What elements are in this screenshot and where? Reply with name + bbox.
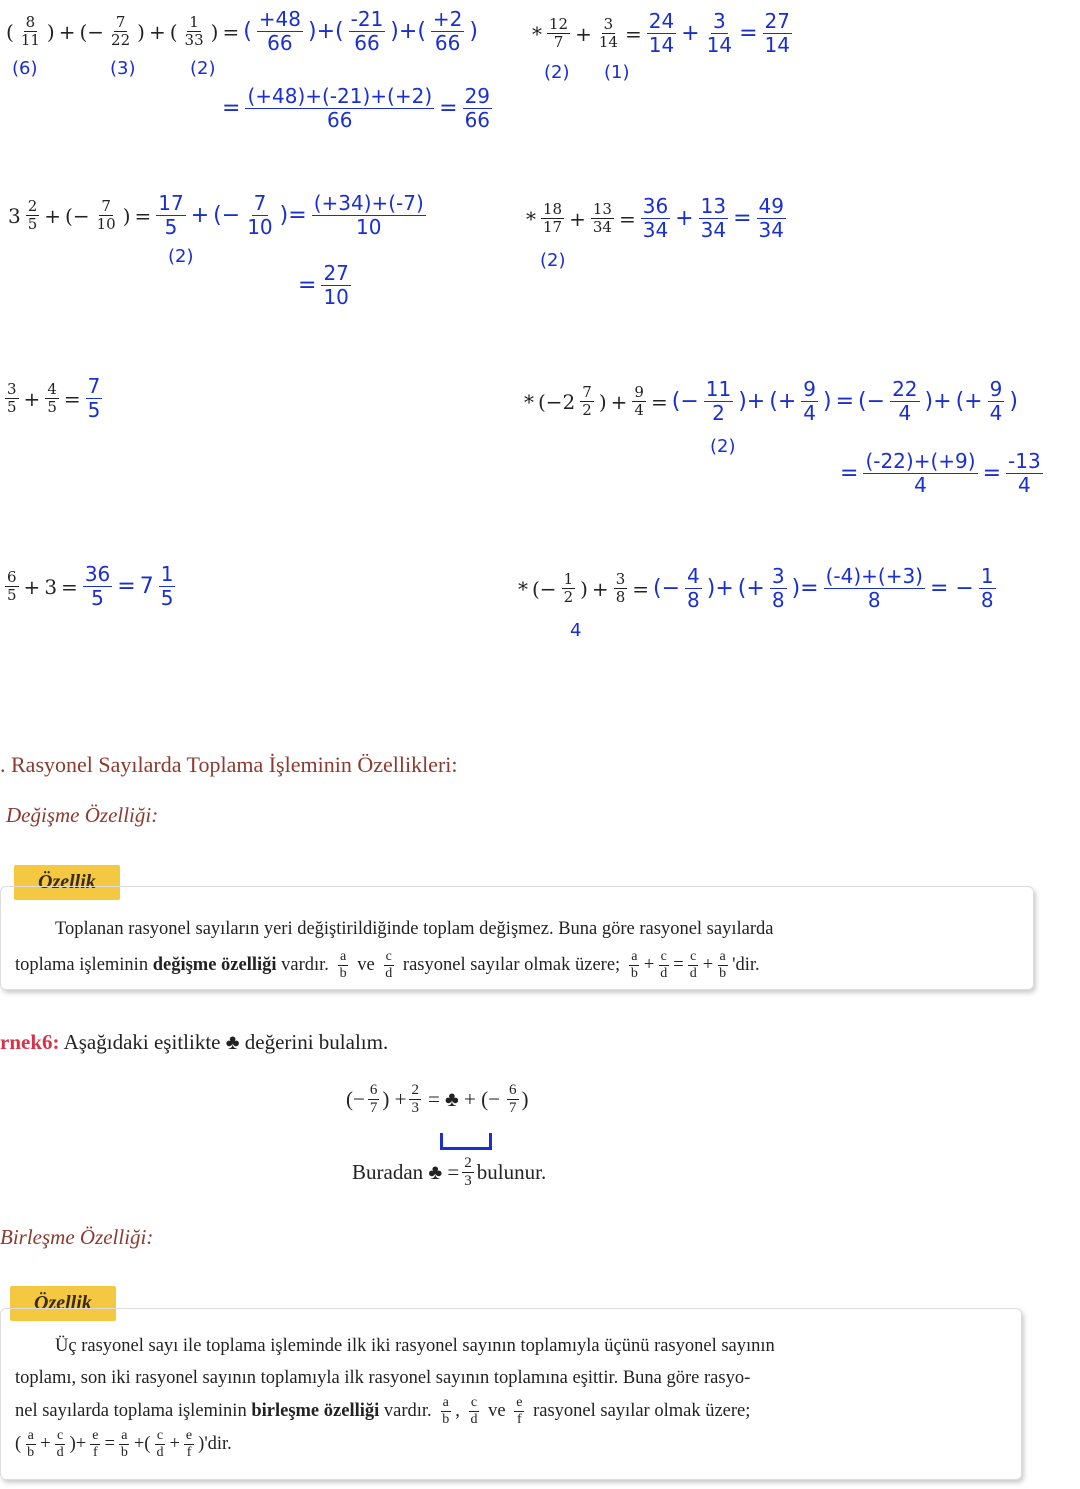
fraction (26, 198, 40, 234)
denominator: 33 (184, 31, 204, 49)
math-symbol: ) (137, 19, 145, 44)
handwritten-work (220, 85, 495, 132)
denominator: 10 (356, 215, 382, 239)
denominator: 5 (27, 215, 38, 233)
math-symbol: = (63, 386, 81, 411)
fraction: $\frac{a}{b}$ (339, 949, 347, 982)
numerator: 29 (464, 84, 491, 108)
fraction: $\frac{a}{b}$ (719, 949, 727, 982)
fraction (979, 565, 996, 612)
math-symbol: = (632, 576, 649, 601)
denominator: 4 (914, 473, 927, 497)
math-symbol: + (569, 206, 586, 231)
text: rasyonel sayılar olmak üzere; (398, 955, 625, 976)
equation-row-4-right (516, 565, 999, 612)
math-symbol: ( (6, 19, 14, 44)
denominator: 66 (267, 31, 293, 55)
numerator: 3 (603, 14, 614, 33)
handwritten-work (83, 375, 106, 422)
text: 'dir. (732, 955, 760, 976)
equation-row-4-left (2, 563, 178, 610)
fraction (685, 565, 702, 612)
numerator: 7 (87, 374, 101, 398)
fraction (641, 195, 670, 242)
math-symbol: (+ (737, 576, 765, 601)
fraction (1006, 450, 1043, 497)
math-symbol: = (134, 203, 152, 228)
numerator: 9 (634, 382, 644, 401)
numerator: 8 (25, 12, 36, 31)
equation-row-3-left (2, 375, 105, 422)
numerator: 11 (705, 377, 732, 401)
denominator: 14 (706, 33, 733, 57)
fraction (591, 201, 614, 237)
handwritten-work (80, 563, 179, 610)
numerator: -21 (350, 7, 384, 31)
factor-note: (2) (544, 62, 570, 83)
numerator: -13 (1008, 449, 1041, 473)
denominator: 5 (47, 398, 57, 416)
math-symbol: 3 (8, 203, 21, 228)
fraction (988, 378, 1005, 425)
denominator: 17 (543, 218, 563, 236)
numerator: 9 (803, 377, 817, 401)
denominator: 10 (247, 215, 273, 239)
math-symbol: (+ (955, 389, 983, 414)
fraction (5, 569, 19, 605)
fraction (159, 563, 176, 610)
denominator: 2 (712, 401, 725, 425)
denominator: 10 (96, 215, 116, 233)
text: ve (352, 955, 380, 976)
numerator: (-22)+(+9) (865, 449, 976, 473)
fraction: $\frac{6}{7}$ (369, 1082, 378, 1117)
math-symbol: + (58, 19, 76, 44)
numerator: 3 (615, 569, 626, 588)
section-heading: . Rasyonel Sayılarda Toplama İşleminin Özellikleri: (0, 752, 458, 777)
fraction (824, 565, 925, 612)
printed-expression (522, 384, 670, 420)
text: vardır. (276, 955, 334, 976)
math-symbol: )= (791, 576, 819, 601)
text: toplama işleminin (15, 955, 153, 976)
math-symbol: + (675, 206, 694, 231)
example-6 (0, 1030, 388, 1055)
fraction (245, 85, 434, 132)
numerator: 22 (892, 377, 918, 401)
math-symbol: = (618, 206, 636, 231)
fraction (757, 195, 786, 242)
denominator: 66 (464, 108, 491, 132)
denominator: 8 (771, 588, 785, 612)
underbrace-annotation (440, 1133, 492, 1150)
math-symbol: + (23, 574, 41, 599)
math-symbol: * (532, 21, 542, 46)
fraction (547, 16, 570, 52)
math-symbol: ) (122, 203, 131, 228)
numerator: 7 (582, 382, 592, 401)
math-symbol: (− (79, 19, 105, 44)
denominator: 2 (563, 588, 574, 606)
math-symbol: 7 (139, 574, 154, 599)
math-symbol: )= (279, 203, 307, 228)
factor-note: (2) (168, 246, 194, 267)
fraction (647, 10, 676, 57)
numerator: 49 (758, 194, 784, 218)
equation-row-3-right-result (838, 450, 1046, 497)
box-text: Üç rasyonel sayı ile toplama işleminde ilk iki rasyonel sayının toplamıyla üçünü rasyonel sayının (55, 1336, 775, 1356)
math-symbol: + (610, 389, 628, 414)
bold-term: değişme özelliği (152, 955, 277, 976)
factor-note: (3) (110, 58, 136, 79)
math-symbol: + (681, 21, 700, 46)
denominator: 4 (803, 401, 817, 425)
fraction (156, 192, 185, 239)
numerator: (+34)+(-7) (313, 191, 424, 215)
denominator: 5 (7, 586, 17, 604)
fraction: $\frac{2}{3}$ (464, 1155, 472, 1190)
numerator: 13 (700, 194, 727, 218)
factor-note: (1) (604, 62, 630, 83)
printed-expression (516, 571, 651, 607)
denominator: 5 (91, 586, 104, 610)
math-symbol: = (61, 574, 78, 599)
denominator: 7 (553, 33, 564, 51)
numerator: 3 (771, 564, 785, 588)
math-symbol: (−2 (538, 389, 576, 414)
math-symbol: = − (930, 576, 974, 601)
math-symbol: )+ (706, 576, 734, 601)
box-text-line2: toplama işleminin değişme özelliği vardır. $\frac{a}{b}$ ve $\frac{c}{d}$ rasyonel sayılar olmak üzere; $\frac{a}{b}$ + $\frac{c}{d}$ = $\frac{c}{d}$ + $\frac{a}{b}$ 'dir. (15, 949, 760, 982)
math-symbol: )+ (924, 389, 952, 414)
denominator: 4 (634, 401, 644, 419)
numerator: (+48)+(-21)+(+2) (247, 84, 433, 108)
denominator: 8 (980, 588, 994, 612)
numerator: 27 (764, 9, 790, 33)
handwritten-work (638, 195, 789, 242)
math-symbol: (+ (769, 389, 797, 414)
denominator: 4 (1017, 473, 1031, 497)
math-symbol: (− (532, 576, 557, 601)
fraction (86, 375, 103, 422)
numerator: 7 (101, 196, 111, 215)
equation-row-1-left (4, 8, 480, 55)
numerator: 1 (980, 564, 994, 588)
fraction (83, 563, 112, 610)
fraction (541, 201, 564, 237)
math-symbol: = (982, 461, 1001, 486)
property-box-associative (0, 1308, 1022, 1480)
example-result: Buradan ♣ = $\frac{2}{3}$ bulunur. (352, 1155, 547, 1190)
math-symbol: (− (653, 576, 681, 601)
fraction (704, 378, 733, 425)
fraction (597, 16, 620, 52)
numerator: 36 (84, 562, 111, 586)
fraction (109, 14, 132, 50)
math-symbol: = (222, 96, 241, 121)
fraction (5, 381, 19, 417)
equation-row-1-right (530, 10, 795, 57)
equation-row-2-left-result (296, 262, 354, 309)
math-symbol: ) (1009, 389, 1018, 414)
math-symbol: = (835, 389, 855, 414)
fraction (349, 8, 386, 55)
math-symbol: + (23, 386, 41, 411)
denominator: 11 (20, 31, 40, 49)
numerator: 1 (160, 562, 174, 586)
fraction (801, 378, 818, 425)
math-symbol: )+( (308, 19, 344, 44)
example-label: rnek6: (0, 1030, 60, 1054)
denominator: 14 (764, 33, 790, 57)
math-symbol: = (733, 206, 752, 231)
fraction (45, 381, 59, 417)
subheading-associative: Birleşme Özelliği: (0, 1225, 154, 1249)
denominator: 14 (648, 33, 675, 57)
box-text: toplamı, son iki rasyonel sayının toplamıyla ilk rasyonel sayının toplamına eşittir. Buna göre rasyo- (15, 1367, 751, 1388)
handwritten-work (241, 8, 480, 55)
fraction: $\frac{c}{d}$ (689, 949, 697, 982)
denominator: 5 (164, 215, 178, 239)
fraction (890, 378, 919, 425)
numerator: +2 (432, 7, 463, 31)
math-symbol: + (591, 576, 609, 601)
math-symbol: (− (671, 389, 699, 414)
denominator: 10 (323, 285, 349, 309)
fraction (245, 192, 274, 239)
fraction (95, 198, 118, 234)
math-symbol: + (190, 203, 210, 228)
fraction (770, 565, 787, 612)
denominator: 66 (354, 31, 380, 55)
factor-note: (2) (710, 436, 736, 457)
math-symbol: = (624, 21, 642, 46)
numerator: 9 (989, 377, 1003, 401)
math-symbol: (− (65, 203, 90, 228)
denominator: 34 (642, 218, 669, 242)
fraction (19, 14, 42, 50)
example-equation: (− $\frac{6}{7}$ ) + $\frac{2}{3}$ = ♣ + (− $\frac{6}{7}$ ) (346, 1082, 529, 1117)
fraction (463, 85, 492, 132)
math-symbol: + (575, 21, 592, 46)
math-symbol: = (739, 21, 758, 46)
factor-note: (6) (12, 58, 38, 79)
denominator: 4 (989, 401, 1003, 425)
handwritten-work (838, 450, 1046, 497)
printed-expression (524, 201, 638, 237)
numerator: 13 (592, 199, 612, 218)
math-symbol: ) (210, 19, 219, 44)
numerator: 18 (543, 199, 563, 218)
factor-note: (2) (540, 250, 566, 271)
math-symbol: ) (469, 19, 478, 44)
math-symbol: ) (598, 389, 607, 414)
denominator: 5 (160, 586, 174, 610)
math-symbol: * (524, 389, 534, 414)
fraction (863, 450, 977, 497)
handwritten-work (670, 378, 1020, 425)
fraction (431, 8, 464, 55)
handwritten-work (651, 565, 999, 612)
denominator: 22 (111, 31, 131, 49)
math-symbol: (− (213, 203, 241, 228)
fraction (580, 384, 594, 420)
denominator: 14 (598, 33, 618, 51)
handwritten-work (644, 10, 795, 57)
equation-row-1-left-result (220, 85, 495, 132)
denominator: 5 (87, 398, 101, 422)
numerator: 6 (7, 567, 17, 586)
math-symbol: )+ (738, 389, 766, 414)
fraction: $\frac{6}{7}$ (509, 1082, 517, 1117)
math-symbol: 3 (44, 574, 58, 599)
denominator: 8 (687, 588, 700, 612)
fraction (705, 10, 734, 57)
handwritten-work (153, 192, 429, 239)
printed-expression (530, 16, 644, 52)
fraction (632, 384, 646, 420)
equation-row-2-left (6, 192, 429, 239)
math-symbol: = (439, 96, 458, 121)
box-text: Toplanan rasyonel sayıların yeri değiştirildiğinde toplam değişmez. Buna göre rasyonel sayılarda (55, 919, 774, 939)
numerator: 17 (158, 191, 184, 215)
handwritten-work (296, 262, 354, 309)
math-symbol: ( (243, 19, 252, 44)
fraction: $\frac{a}{b}$ (630, 949, 638, 982)
fraction: $\frac{2}{3}$ (411, 1082, 419, 1117)
numerator: 4 (687, 564, 700, 588)
numerator: 24 (648, 9, 675, 33)
denominator: 66 (434, 31, 461, 55)
math-symbol: ( (169, 19, 178, 44)
fraction (312, 192, 426, 239)
property-tag: Özellik (10, 1286, 116, 1321)
fraction (257, 8, 303, 55)
numerator: 4 (47, 379, 57, 398)
denominator: 34 (758, 218, 784, 242)
printed-expression (2, 569, 80, 605)
denominator: 2 (582, 401, 592, 419)
equation-row-3-right (522, 378, 1020, 425)
subheading-commutative: Değişme Özelliği: (6, 803, 159, 827)
math-symbol: )+( (390, 19, 426, 44)
math-symbol: (− (858, 389, 886, 414)
math-symbol: = (298, 273, 317, 298)
math-symbol: = (840, 461, 859, 486)
denominator: 66 (327, 108, 353, 132)
numerator: 3 (7, 379, 17, 398)
fraction (183, 14, 206, 50)
math-symbol: * (526, 206, 536, 231)
denominator: 34 (700, 218, 727, 242)
denominator: 8 (615, 588, 626, 606)
math-symbol: * (518, 576, 528, 601)
denominator: 34 (592, 218, 612, 236)
numerator: 2 (27, 196, 38, 215)
property-tag: Özellik (14, 865, 120, 900)
printed-expression (4, 14, 241, 50)
fraction: $\frac{c}{d}$ (385, 949, 393, 982)
numerator: 7 (253, 191, 267, 215)
numerator: 7 (115, 12, 126, 31)
fraction (699, 195, 728, 242)
fraction (321, 262, 350, 309)
numerator: 36 (642, 194, 669, 218)
numerator: (-4)+(+3) (825, 564, 923, 588)
equation-row-2-right (524, 195, 789, 242)
denominator: 4 (898, 401, 912, 425)
numerator: 1 (563, 569, 574, 588)
math-symbol: ) (46, 19, 55, 44)
printed-expression (2, 381, 83, 417)
printed-expression (6, 198, 153, 234)
fraction (562, 571, 576, 607)
factor-note: (2) (190, 58, 216, 79)
numerator: 12 (549, 14, 569, 33)
factor-note: 4 (570, 620, 582, 641)
math-symbol: ) (823, 389, 832, 414)
math-symbol: = (222, 19, 240, 44)
math-symbol: ) (580, 576, 588, 601)
example-text: Aşağıdaki eşitlikte ♣ değerini bulalım. (59, 1030, 389, 1054)
math-symbol: = (650, 389, 668, 414)
numerator: +48 (258, 7, 302, 31)
math-symbol: = (117, 574, 136, 599)
math-symbol: + (148, 19, 166, 44)
math-symbol: + (44, 203, 62, 228)
fraction: $\frac{c}{d}$ (660, 949, 668, 982)
numerator: 1 (189, 12, 199, 31)
property-box-commutative (0, 886, 1034, 990)
denominator: 5 (7, 398, 17, 416)
bold-term: birleşme özelliği (251, 1400, 380, 1421)
box-text-line3: nel sayılarda toplama işleminin birleşme özelliği vardır. $\frac{a}{b}$ , $\frac{c}{d}$ ve $\frac{e}{f}$ rasyonel sayılar olmak üzere; (15, 1394, 751, 1427)
numerator: 3 (712, 9, 726, 33)
denominator: 8 (867, 588, 881, 612)
fraction (614, 571, 628, 607)
numerator: 27 (323, 261, 349, 285)
fraction (763, 10, 792, 57)
associative-formula: ( $\frac{a}{b}$ + $\frac{c}{d}$ )+ $\frac{e}{f}$ = $\frac{a}{b}$ +( $\frac{c}{d}$ + $\frac{e}{f}$ )'dir. (15, 1427, 232, 1460)
